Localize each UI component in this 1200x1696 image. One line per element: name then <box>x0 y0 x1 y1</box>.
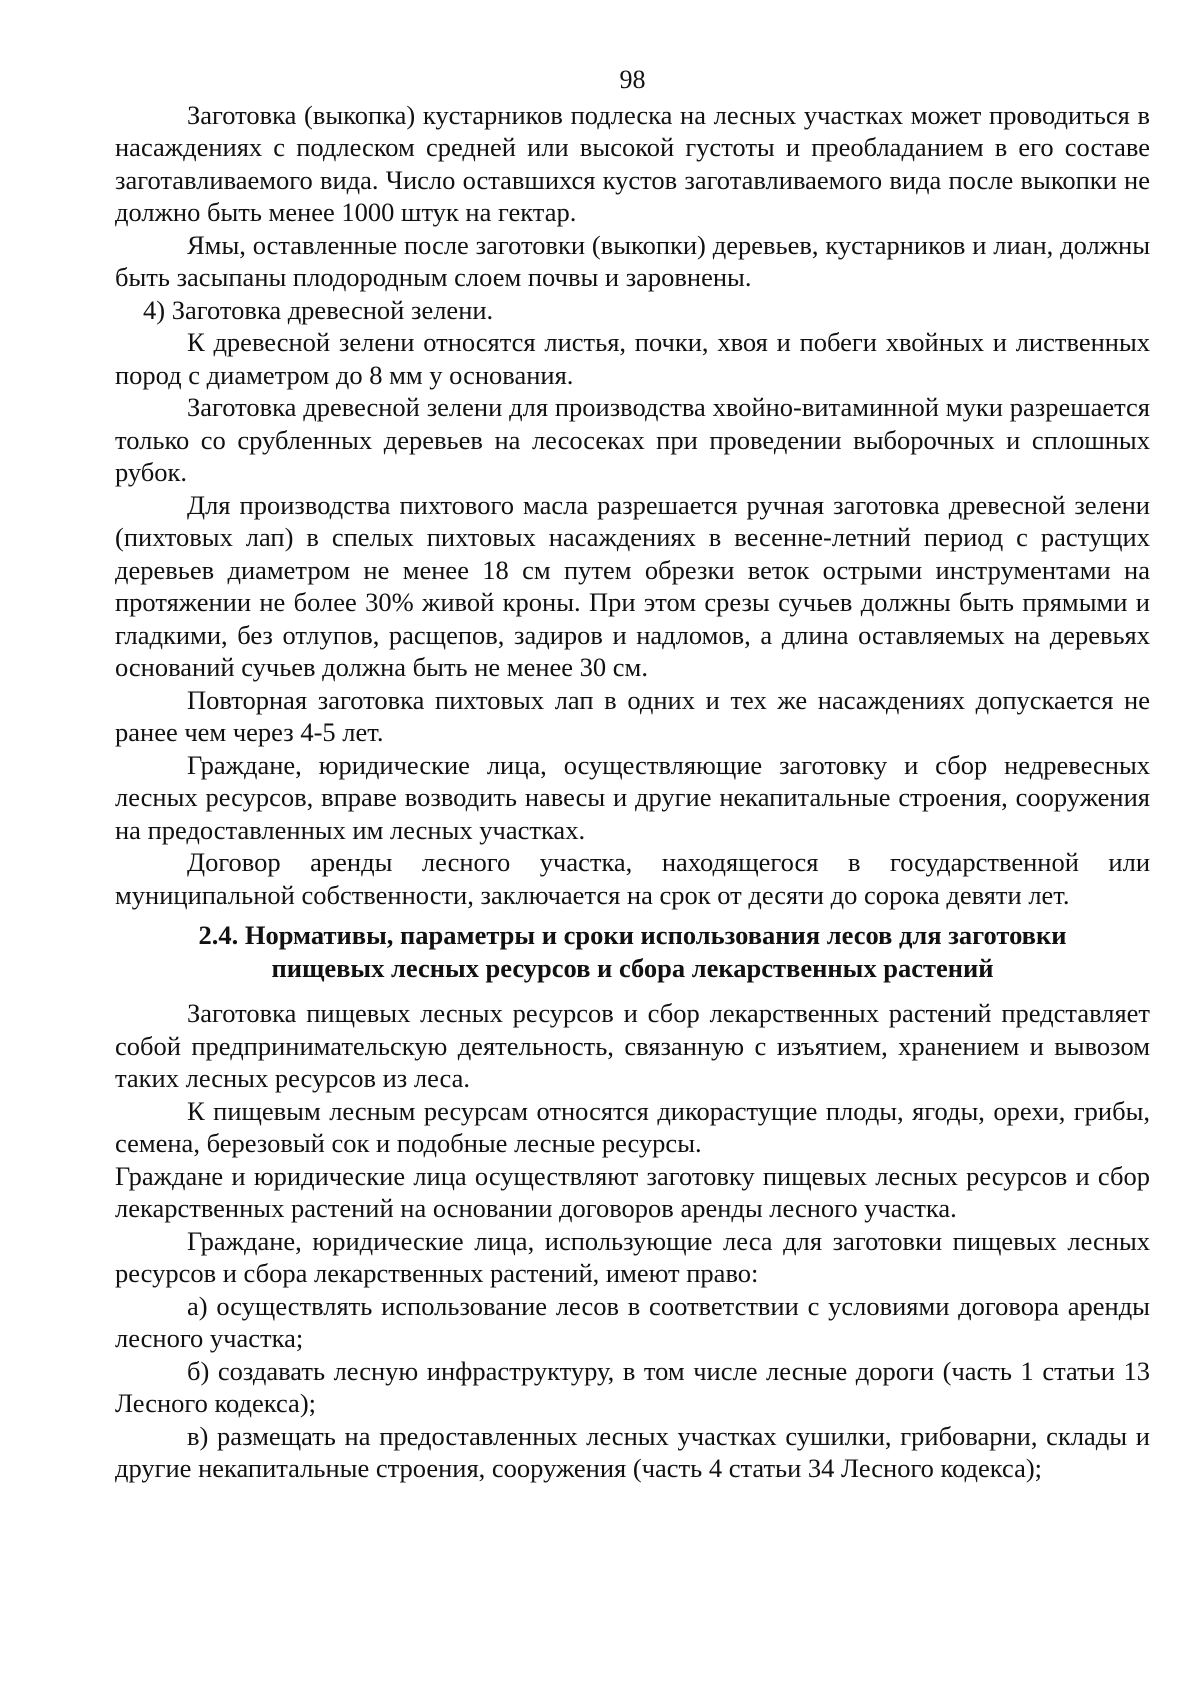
section-heading-line-2: пищевых лесных ресурсов и сбора лекарственных растений <box>271 953 994 983</box>
paragraph-lease-basis: Граждане и юридические лица осуществляют заготовку пищевых лесных ресурсов и сбор лекарственных растений на основании договоров аренды лесного участка. <box>115 1160 1150 1223</box>
paragraph-pits-filling: Ямы, оставленные после заготовки (выкопки) деревьев, кустарников и лиан, должны быть засыпаны плодородным слоем почвы и заровнены. <box>115 229 1150 292</box>
paragraph-food-resources-definition: Заготовка пищевых лесных ресурсов и сбор лекарственных растений представляет собой предпринимательскую деятельность, связанную с изъятием, хранением и вывозом таких лесных ресурсов из леса. <box>115 998 1150 1093</box>
paragraph-citizens-structures: Граждане, юридические лица, осуществляющие заготовку и сбор недревесных лесных ресурсов, вправе возводить навесы и другие некапитальные строения, сооружения на предоставленных им лесных участках. <box>115 749 1150 845</box>
paragraph-fir-oil: Для производства пихтового масла разрешается ручная заготовка древесной зелени (пихтовых лап) в спелых пихтовых насаждениях в весенне-летний период с растущих деревьев диаметром не менее 18 см путем обрезки веток острыми инструментами на протяжении не более 30% живой кроны. При этом срезы сучьев должны быть прямыми и гладкими, без отлупов, расщепов, задиров и надломов, а длина оставляемых на деревьях оснований сучьев должна быть не менее 30 см. <box>115 489 1150 682</box>
section-heading-line-1: 2.4. Нормативы, параметры и сроки использования лесов для заготовки <box>198 920 1067 950</box>
document-page <box>115 64 1150 1485</box>
paragraph-rights-intro: Граждане, юридические лица, использующие леса для заготовки пищевых лесных ресурсов и сбора лекарственных растений, имеют право: <box>115 1225 1150 1288</box>
section-heading <box>115 919 1150 985</box>
paragraph-vitamin-flour: Заготовка древесной зелени для производства хвойно-витаминной муки разрешается только со срубленных деревьев на лесосеках при проведении выборочных и сплошных рубок. <box>115 392 1150 487</box>
page-number: 98 <box>619 65 646 94</box>
paragraph-wood-greenery-definition: К древесной зелени относятся листья, почки, хвоя и побеги хвойных и лиственных пород с диаметром до 8 мм у основания. <box>115 327 1150 390</box>
paragraph-repeat-harvest: Повторная заготовка пихтовых лап в одних и тех же насаждениях допускается не ранее чем через 4-5 лет. <box>115 684 1150 747</box>
list-item-wood-greenery-heading: 4) Заготовка древесной зелени. <box>143 294 494 325</box>
paragraph-lease-term: Договор аренды лесного участка, находящегося в государственной или муниципальной собственности, заключается на срок от десяти до сорока девяти лет. <box>115 847 1150 910</box>
list-item-right-c: в) размещать на предоставленных лесных участках сушилки, грибоварни, склады и другие некапитальные строения, сооружения (часть 4 статьи 34 Лесного кодекса); <box>115 1420 1150 1483</box>
paragraph-shrub-digging: Заготовка (выкопка) кустарников подлеска на лесных участках может проводиться в насаждениях с подлеском средней или высокой густоты и преобладанием в его составе заготавливаемого вида. Число оставшихся кустов заготавливаемого вида после выкопки не должно быть менее 1000 штук на гектар. <box>115 99 1150 227</box>
list-item-right-a: а) осуществлять использование лесов в соответствии с условиями договора аренды лесного участка; <box>115 1290 1150 1353</box>
paragraph-food-resources-list: К пищевым лесным ресурсам относятся дикорастущие плоды, ягоды, орехи, грибы, семена, березовый сок и подобные лесные ресурсы. <box>115 1095 1150 1158</box>
list-item-right-b: б) создавать лесную инфраструктуру, в том числе лесные дороги (часть 1 статьи 13 Лесного кодекса); <box>115 1355 1150 1418</box>
